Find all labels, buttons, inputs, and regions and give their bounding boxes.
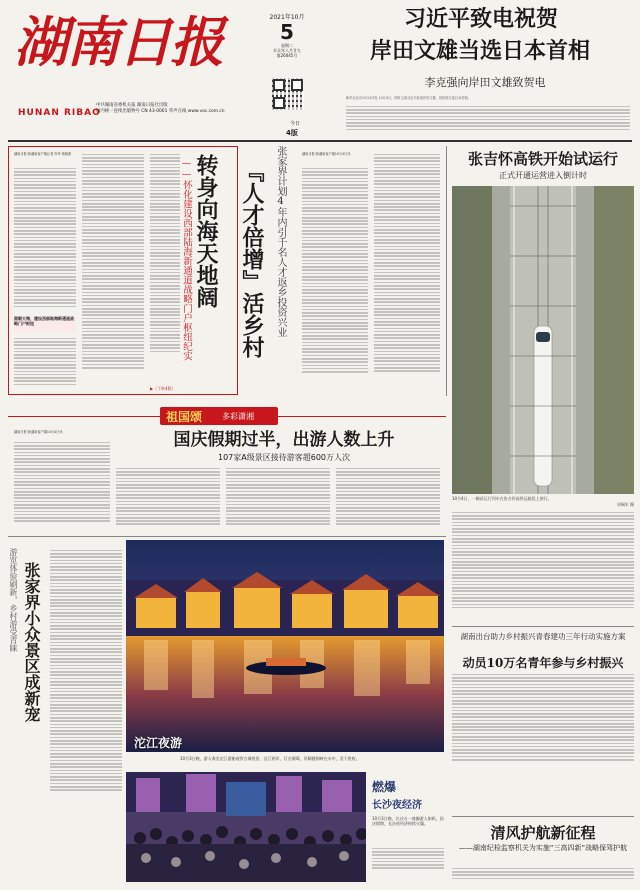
crowd-photo [126, 772, 366, 882]
masthead-rule [8, 140, 632, 142]
bottom-title: 清风护航新征程 [490, 824, 596, 842]
column-rule [446, 146, 447, 396]
holiday-col1 [14, 440, 110, 532]
crowd-title: 燃爆 [372, 780, 397, 794]
issue-number: 第26045号 [276, 53, 298, 58]
side-title: 张家界小众景区成新宠 [22, 562, 41, 722]
issue-lunar: 辛丑年八月廿九 [273, 48, 301, 53]
side-col [50, 548, 122, 818]
night-river-caption: 10月3日晚，游人乘坐沱江游船观赏古城夜景，沿江两岸，灯光璀璨，吊脚楼倒映在水中，美不胜收。 [180, 756, 360, 761]
pages-label: 4版 [286, 129, 298, 137]
crowd-body [372, 846, 444, 882]
lead-title-2: 岸田文雄当选日本首相 [369, 38, 590, 64]
story-left-more[interactable]: ▶（下转4版） [150, 386, 176, 391]
story-left-kicker: 湖南日报·新湖南客户端记者 肖军 黄晓燕 [14, 152, 72, 156]
holiday-title: 国庆假期过半，出游人数上升 [173, 430, 395, 450]
youth-body [452, 672, 634, 810]
banner-label: 祖国颂 [166, 410, 203, 424]
holiday-subtitle: 107家A级景区接待游客超600万人次 [217, 453, 350, 462]
issue-date: 2021年10月 [269, 14, 305, 21]
date-box [262, 12, 312, 58]
story-left-col3 [150, 152, 180, 384]
holiday-rule [8, 536, 446, 537]
masthead-title: 湖南日报 [14, 10, 222, 74]
holiday-col2 [116, 466, 220, 532]
youth-rule [452, 626, 634, 627]
lead-title-1: 习近平致电祝贺 [403, 6, 558, 32]
bottom-subtitle: ——湖南纪检监察机关为实施“三高四新”战略保驾护航 [458, 844, 628, 852]
crowd-art [126, 772, 366, 882]
story-talent-subtitle: 张家界计划4年内引千名人才返乡投资兴业 [275, 146, 286, 337]
story-rail-caption: 10月4日，一辆试运行列车在张吉怀高铁沅陵段上驶行。 [452, 496, 552, 501]
lead-body [346, 104, 630, 138]
side-subtitle: 游览体验刷新，乡村游受青睐 [9, 548, 18, 652]
youth-title: 动员10万名青年参与乡村振兴 [462, 656, 624, 670]
story-talent-kicker: 湖南日报·新湖南客户端10月4日讯 [302, 152, 351, 156]
holiday-col4 [336, 466, 440, 532]
youth-kicker: 湖南出台助力乡村振兴青春建功三年行动实施方案 [460, 632, 626, 641]
story-rail-subtitle: 正式开通运营进入倒计时 [499, 171, 587, 180]
issue-day: 5 [280, 20, 294, 44]
bottom-rule [452, 816, 634, 817]
qr-code [272, 78, 304, 110]
banner-label-2: 多彩潇湘 [222, 412, 254, 421]
story-talent-col2 [374, 152, 440, 390]
holiday-kicker: 湖南日报·新湖南客户端10月4日讯 [14, 430, 63, 434]
story-left-title: 转身向海天地阔 [193, 154, 219, 308]
today-label: 今日 [290, 121, 301, 127]
holiday-col3 [226, 466, 330, 532]
night-river-label: 沱江夜游 [134, 736, 183, 750]
story-talent-col1 [302, 166, 368, 390]
issue-weekday: 星期二 [281, 43, 293, 48]
crowd-caption: 10月3日晚，长沙五一商圈游人如织。国庆假期，长沙夜经济持续火爆。 [372, 816, 444, 826]
crowd-subtitle: 长沙夜经济 [372, 800, 422, 811]
story-talent-title: 『人才倍增』活乡村 [239, 160, 265, 358]
story-left-col1b [14, 336, 76, 388]
lead-text-intro: 新华社北京10月4日电 10月4日，国家主席习近平致电岸田文雄，祝贺他当选日本首相。 [346, 96, 471, 100]
story-left-subtitle: ——怀化建设西部陆海新通道战略门户枢纽纪实 [181, 158, 192, 361]
story-left-col2 [82, 152, 144, 384]
rail-photo-art [452, 186, 634, 494]
rail-photo [452, 186, 634, 494]
night-river-art [126, 540, 444, 752]
story-rail-body [452, 510, 634, 620]
story-rail-credit: 刘瑞军 摄 [616, 502, 634, 507]
bottom-body [452, 866, 634, 886]
masthead-pinyin: HUNAN RIBAO [18, 108, 101, 118]
story-rail-title: 张吉怀高铁开始试运行 [467, 150, 618, 168]
story-left-col1 [14, 166, 76, 314]
story-left-box-heading: 面朝大海，建设西部陆海新通道战略门户枢纽 [14, 316, 74, 326]
masthead-publisher: 中共湖南省委机关报 湖南日报社出版 国内统一连续出版物号 CN 43-0001 华声在线 www.voc.com.cn [96, 103, 225, 114]
lead-subtitle: 李克强向岸田文雄致贺电 [424, 76, 546, 89]
night-river-photo [126, 540, 444, 752]
